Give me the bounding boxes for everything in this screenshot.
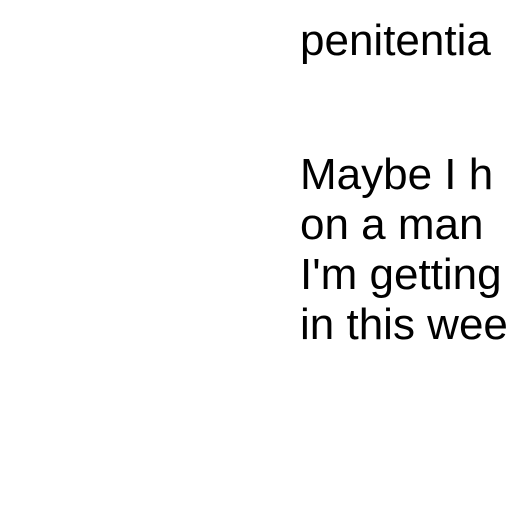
paragraph-2-line-3: I'm getting (300, 250, 502, 299)
paragraph-1-line-1: penitentia (300, 16, 491, 65)
paragraph-2-line-2: on a man (300, 200, 484, 249)
paragraph-gap (300, 66, 508, 150)
paragraph-2-line-1: Maybe I h (300, 150, 494, 199)
text-block (300, 16, 508, 350)
paragraph-2-line-4: in this wee (300, 300, 508, 349)
